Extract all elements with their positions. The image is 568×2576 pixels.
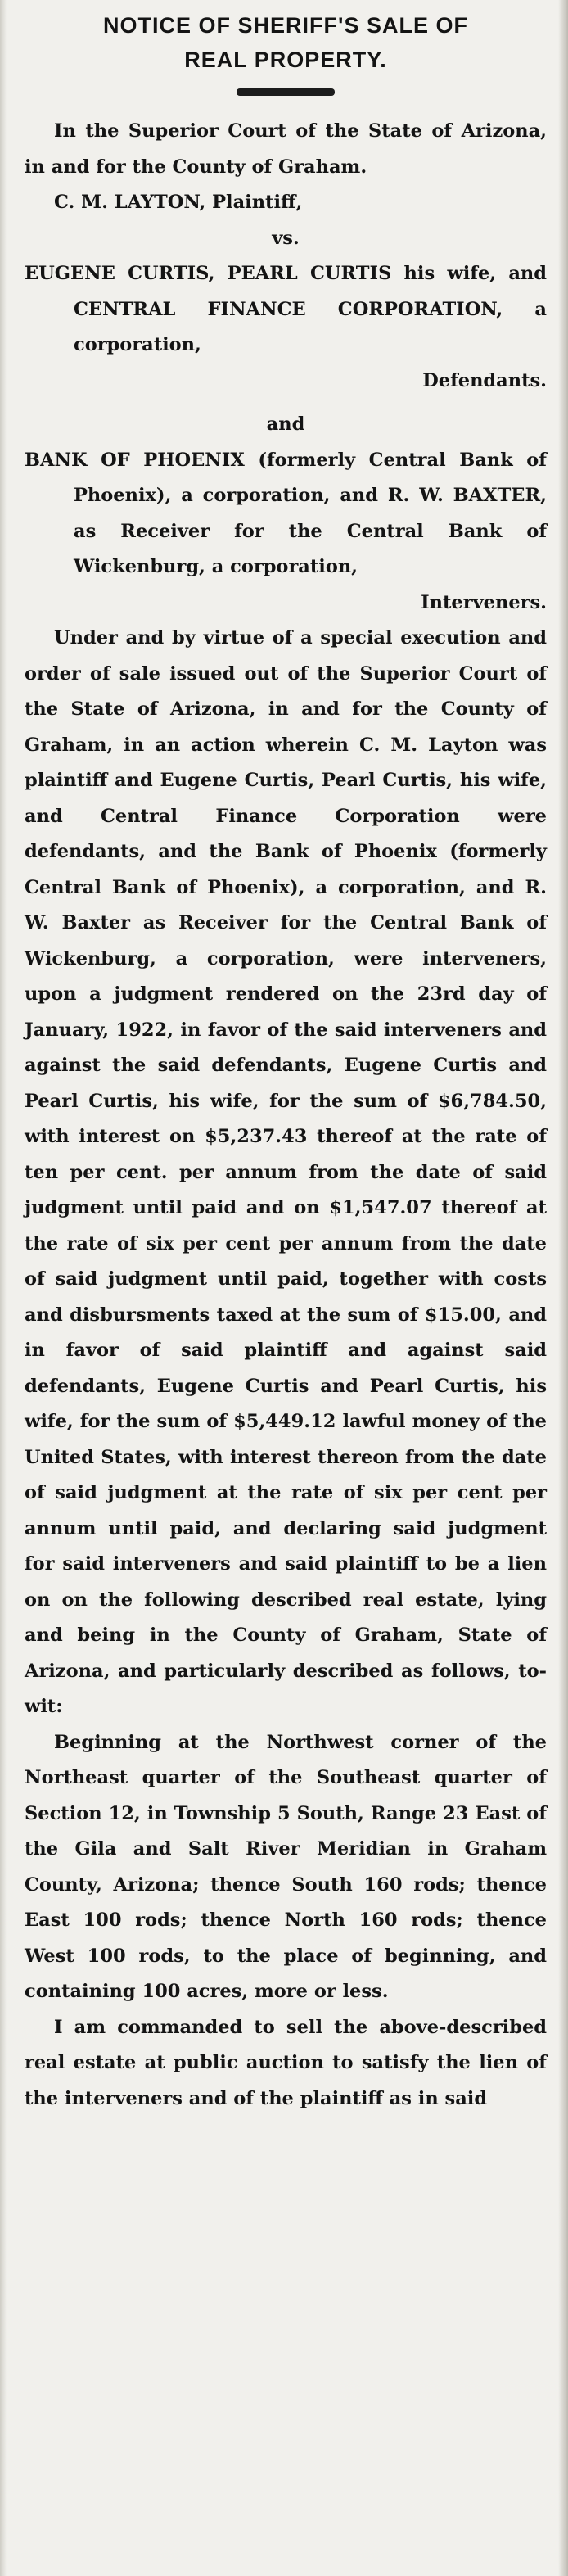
court-paragraph: In the Superior Court of the State of Arizona, in and for the County of Graham. xyxy=(25,120,547,178)
ornamental-dash xyxy=(237,88,335,96)
description-paragraph: Beginning at the Northwest corner of the Northeast quarter of the Southeast quarter of Section 12, in Township 5 South, Range 23 East of the Gila and Salt River Meridian in Graham County, Arizona; thence South 160 rods; thence East 100 rods; thence North 160 rods; thence West 100 rods, to the place of beginning, and containing 100 acres, more or less. xyxy=(25,1731,547,2002)
defendants-label: Defendants. xyxy=(422,369,547,391)
notice-title-line2: REAL PROPERTY. xyxy=(184,47,387,72)
page-edge-right xyxy=(558,0,568,2576)
plaintiff-line: C. M. LAYTON, Plaintiff, xyxy=(54,192,303,213)
defendants-names: EUGENE CURTIS, PEARL CURTIS his wife, and CENTRAL FINANCE CORPORATION, a corporation, xyxy=(25,263,547,355)
and-line: and xyxy=(266,414,305,435)
interveners-label: Interveners. xyxy=(421,591,547,613)
command-paragraph: I am commanded to sell the above-described real estate at public auction to satisfy the lien of the interveners and of the plaintiff as in said xyxy=(25,2016,547,2109)
page-edge-left xyxy=(0,0,7,2576)
body-paragraph: Under and by virtue of a special execution and order of sale issued out of the Superior Court of the State of Arizona, in and for the County of Graham, in an action wherein C. M. Layton was plaintiff and Eugene Curtis, Pearl Curtis, his wife, and Central Finance Corporation were defendants, and the Bank of Phoenix (formerly Central Bank of Phoenix), a corporation, and R. W. Baxter as Receiver for the Central Bank of Wickenburg, a corporation, were interveners, upon a judgment rendered on the 23rd day of January, 1922, in favor of the said interveners and against the said defendants, Eugene Curtis and Pearl Curtis, his wife, for the sum of $6,784.50, with interest on $5,237.43 thereof at the rate of ten per cent. per annum from the date of said judgment until paid and on $1,547.07 thereof at the rate of six per cent per annum from the date of said judgment until paid, together with costs and disbursments taxed at the sum of $15.00, and in favor of said plaintiff and against said defendants, Eugene Curtis and Pearl Curtis, his wife, for the sum of $5,449.12 lawful money of the United States, with interest thereon from the date of said judgment at the rate of six per cent per annum until paid, and declaring said judgment for said interveners and said plaintiff to be a lien on on the following described real estate, lying and being in the County of Graham, State of Arizona, and particularly described as follows, to-wit: xyxy=(25,627,547,1717)
notice-title-line1: NOTICE OF SHERIFF'S SALE OF xyxy=(103,13,468,38)
interveners-names: BANK OF PHOENIX (formerly Central Bank of Phoenix), a corporation, and R. W. BAXTER, as Receiver for the Central Bank of Wickenburg, a corporation, xyxy=(25,449,547,577)
versus-line: vs. xyxy=(272,227,300,249)
